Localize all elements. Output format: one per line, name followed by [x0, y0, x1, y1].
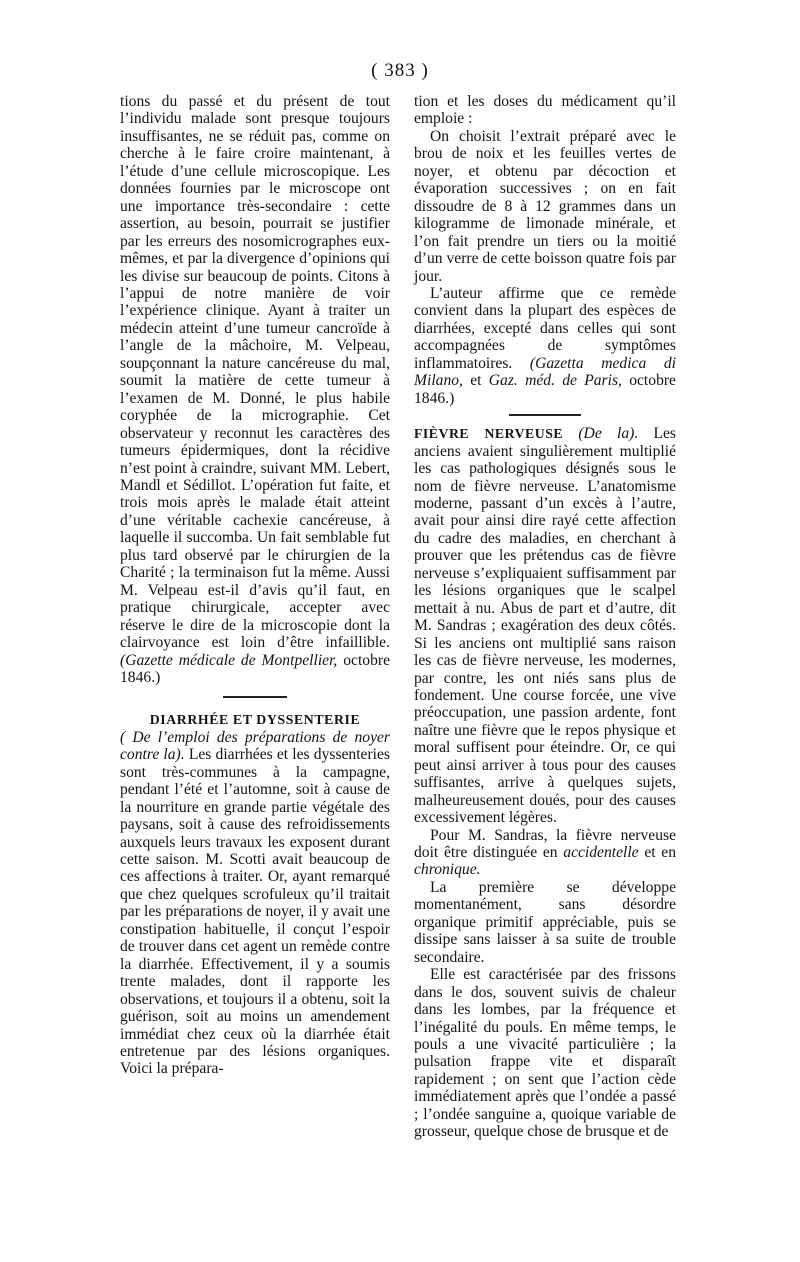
right-para5-accidentelle: accidentelle: [563, 844, 639, 862]
section-divider: [509, 414, 581, 416]
right-para3-et: et: [470, 372, 482, 390]
left-para1-source: (Gazette médicale de Montpellier,: [120, 651, 338, 669]
page-number: ( 383 ): [371, 60, 429, 81]
right-para5-chronique: chronique.: [414, 861, 481, 879]
left-paragraph-1: [120, 93, 390, 686]
right-para3-text: L’auteur affirme que ce remède convient dans la plupart des espèces de diarrhées, excepté dans celles qui sont accompagnées de symptômes inflammatoires.: [414, 284, 676, 372]
right-column: [414, 93, 676, 1141]
right-paragraph-2: On choisit l’extrait préparé avec le brou de noix et les feuilles vertes de noyer, et obtenu par décoction et évaporation successives ; on en fait dissoudre de 8 à 12 grammes dans un kilogramme de limonade minérale, et l’on fait prendre un tiers ou la moitié d’un verre de cette boisson quatre fois par jour.: [414, 127, 676, 285]
right-paragraph-3: [414, 285, 676, 407]
right-para5-a: Pour M. Sandras, la fièvre nerveuse doit être distinguée en: [414, 826, 676, 862]
right-paragraph-7: Elle est caractérisée par des frissons dans le dos, souvent suivis de chaleur dans les lombes, par la fréquence et l’inégalité du pouls. En même temps, le pouls a une vivacité particulière ; la pulsation frappe vite et disparaît rapidement ; on sent que l’action cède immédiatement après que l’ondée a passé ; l’ondée sanguine a, quoique variable de grosseur, quelque chose de brusque et de: [414, 966, 676, 1141]
left-paragraph-2: [120, 729, 390, 1078]
right-para5-c: et en: [644, 844, 677, 862]
right-paragraph-4: [414, 425, 676, 826]
left-para2-text: Les diarrhées et les dyssenteries sont très-communes à la campagne, pendant l’été et l’automne, soit à cause de la nourriture en grande partie végétale des paysans, soit à cause des refroidissements auxquels leurs travaux les exposent durant cette saison. M. Scotti avait beaucoup de ces affections à traiter. Or, ayant remarqué que chez quelques scrofuleux qu’il traitait par les préparations de noyer, il y avait une constipation habituelle, il conçut l’espoir de trouver dans cet agent un remède contre la diarrhée. Effectivement, il y a soumis trente malades, dont il rapporte les observations, et toujours il a obtenu, soit la guérison, soit au moins un amendement immédiat chez ceux où la diarrhée était entretenue par des lésions organiques. Voici la prépara-: [120, 746, 390, 1078]
left-para1-text: tions du passé et du présent de tout l’individu malade sont presque toujours insuffisantes, ne se réduit pas, comme on cherche à le faire croire maintenant, à l’étude d’une cellule microscopique. Les données fournies par le microscope ont une importance très-secondaire : cette assertion, au besoin, pourrait se justifier par les erreurs des nosomicrographes eux-mêmes, et par la divergence d’opinions qui les divise sur beaucoup de points. Citons à l’appui de notre manière de voir l’expérience clinique. Ayant à traiter un médecin atteint d’une tumeur cancroïde à l’angle de la mâchoire, M. Velpeau, soupçonnant la nature cancéreuse du mal, soumit la matière de cette tumeur à l’examen de M. Donné, le plus habile coryphée de la micrographie. Cet observateur y reconnut les caractères des tumeurs épidermiques, dont la récidive n’est point à craindre, suivant MM. Lebert, Mandl et Sédillot. L’opération fut faite, et trois mois après le malade était atteint d’une véritable cachexie cancéreuse, à laquelle il succomba. Un fait semblable fut plus tard observé par le chirurgien de la Charité ; la terminaison fut la même. Aussi M. Velpeau est-il d’avis qu’il faut, en pratique chirurgicale, accepter avec réserve le dire de la microscopie dont la clairvoyance est loin d’être infaillible.: [120, 93, 390, 652]
right-para4-text: Les anciens avaient singulièrement multiplié les cas pathologiques désignés sous le nom de fièvre nerveuse. L’anatomisme moderne, passant d’un excès à l’autre, avait pour ainsi dire rayé cette affection du cadre des maladies, en cherchant à prouver que les prétendus cas de fièvre nerveuse s’expliquaient suffisamment par les lésions organiques que le scalpel mettait à nu. Abus de part et d’autre, dit M. Sandras ; exagération des deux côtés. Si les anciens ont multiplié sans raison les cas de fièvre nerveuse, les modernes, par contre, les ont niés sans plus de fondement. Une course forcée, une vive préoccupation, une passion ardente, font naître une fièvre que le repos physique et moral suffisent pour éteindre. Or, ce qui peut ainsi arriver à tous pour des causes suffisantes, arrive à quelques sujets, malheureusement doués, pour des causes excessivement légères.: [414, 425, 676, 827]
section-heading-fievre: FIÈVRE NERVEUSE: [414, 426, 564, 442]
left-column: [120, 93, 390, 1078]
left-para1-date: octobre 1846.): [120, 651, 390, 686]
section-divider: [223, 696, 287, 698]
right-para3-gaz: Gaz. méd. de Paris,: [488, 372, 622, 390]
right-paragraph-5: [414, 827, 676, 879]
right-para3-date: octobre 1846.): [414, 372, 676, 407]
section-heading-diarrhee: DIARRHÉE ET DYSSENTERIE: [149, 712, 361, 728]
right-paragraph-1: tion et les doses du médicament qu’il emploie :: [414, 93, 676, 128]
section-subheading: ( De l’emploi des préparations de noyer contre la).: [120, 728, 390, 764]
right-paragraph-6: La première se développe momentanément, sans désordre organique primitif appréciable, puis se dissipe sans laisser à sa suite de trouble secondaire.: [414, 878, 676, 966]
section-heading-fievre-sub: (De la).: [578, 425, 639, 443]
right-para3-source: (Gazetta medica di Milano,: [414, 354, 676, 390]
